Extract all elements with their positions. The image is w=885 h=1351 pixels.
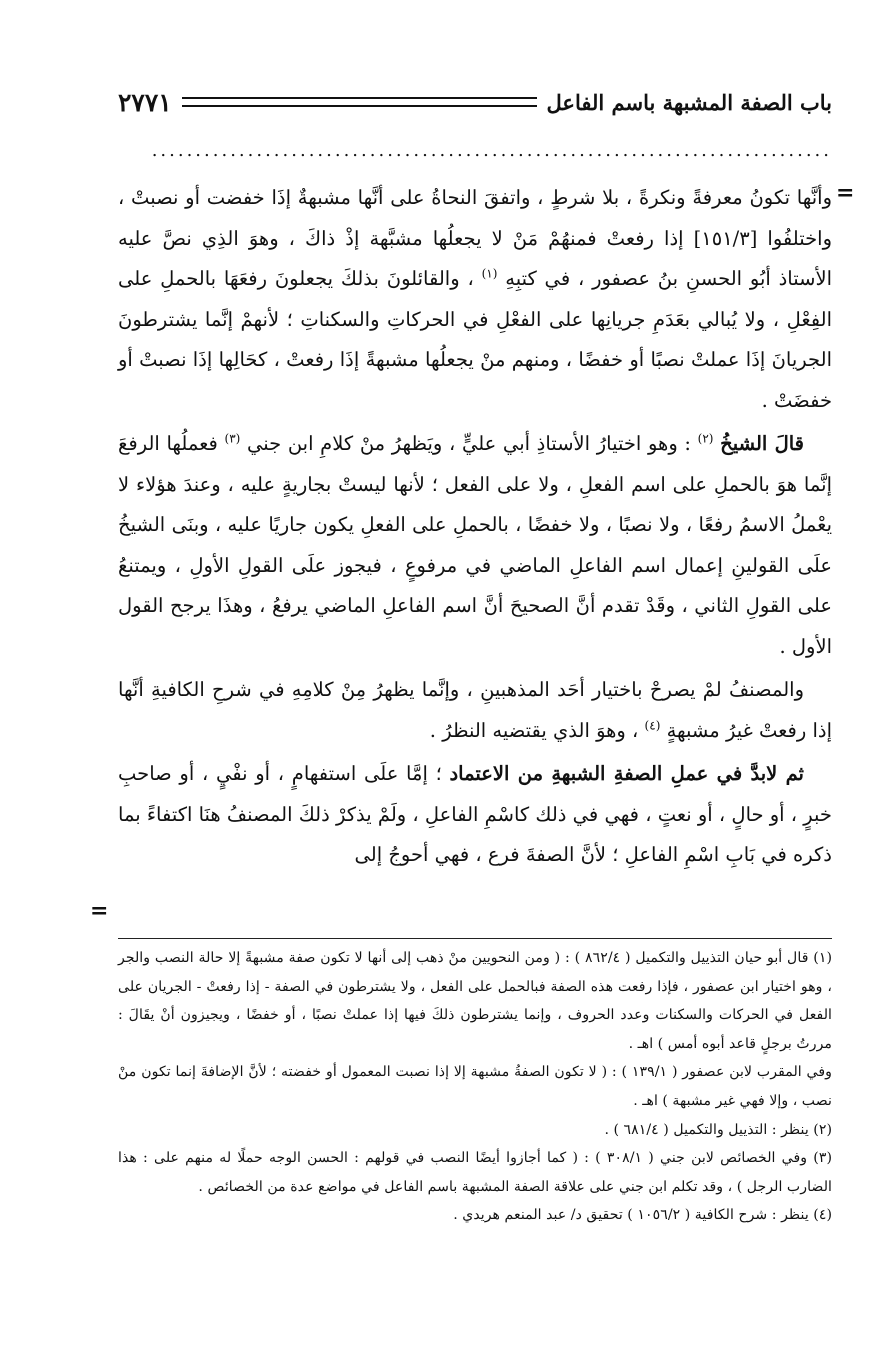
footnote-2: (٢) ينظر : التذييل والتكميل ( ٦٨١/٤ ) . — [604, 1121, 832, 1138]
running-header — [118, 82, 832, 122]
main-text — [118, 178, 832, 876]
footnote-4: (٤) ينظر : شرح الكافية ( ١٠٥٦/٢ ) تحقيق د/ عبد المنعم هريدي . — [453, 1207, 832, 1224]
paragraph-2-text-cont: فعملُها الرفعَ إنَّما هوَ بالحملِ على اسم الفعلِ ، ولا على الفعل ؛ لأنها ليستْ بجاريةٍ عليه ، وعندَ هؤلاء لا يعْملُ الاسمُ رفعًا ، ولا نصبًا ، ولا خفضًا ، بالحملِ على الفعلِ يكون جاريًا عليه ، وبنَى الشيخُ علَى القولينِ إعمال اسم الفاعلِ الماضي في مرفوعٍ ، فيجوز علَى القولِ الأولِ ، ويمتنعُ على القولِ الثاني ، وقَدْ تقدم أنَّ الصحيحَ أنَّ اسم الفاعلِ الماضي يرفعُ ، وهذَا يرجح القول الأول . — [118, 432, 832, 658]
paragraph-4-text: ؛ إمَّا علَى استفهامٍ ، أو نفْيٍ ، أو صاحبِ خبرٍ ، أو حالٍ ، أو نعتٍ ، فهي في ذلك كاسْمِ الفاعلِ ، ولَمْ يذكرْ ذلكَ المصنفُ هنَا اكتفاءً بما ذكره في بَابِ اسْمِ الفاعلِ ؛ لأنَّ الصفةَ فرع ، فهي أحوجُ إلى — [118, 762, 832, 866]
paragraph-1-text: وأنَّها تكونُ معرفةً ونكرةً ، بلا شرطٍ ، واتفقَ النحاةُ على أنَّها مشبهةٌ إذَا خفضت أو نصبتْ ، واختلفُوا [١٥١/٣] إذا رفعتْ فمنهُمْ مَنْ لا يجعلُها مشبَّهة إذْ ذاكَ ، وهوَ الذِي نصَّ عليه الأستاذ أبُو الحسنِ بنُ عصفور ، في كتبِهِ — [118, 186, 833, 290]
paragraph-1-text-cont: ، والقائلونَ بذلكَ يجعلونَ رفعَهَا بالحملِ على الفِعْلِ ، ولا يُبالي بعَدَمِ جريانِها على الفعْلِ في الحركاتِ والسكناتِ ؛ لأنهمْ إنَّما يشترطونَ الجريانَ إذَا عملتْ نصبًا أو خفضًا ، ومنهم منْ يجعلُها مشبهةً إذَا رفعتْ ، كحَالِها إذَا نصبتْ أو خفضَتْ . — [118, 267, 832, 412]
footnote-3: (٣) وفي الخصائص لابن جني ( ٣٠٨/١ ) : ( كما أجازوا أيضًا النصب في قولهم : الحسن الوجه حملًا له منهم على : هذا الضارب الرجل ) ، وقد تكلم ابن جني على علاقة الصفة المشبهة باسم الفاعل في مواضع عدة من الخصائص . — [118, 1150, 832, 1195]
header-double-rule — [182, 97, 537, 107]
footnote-ref-3: (٣) — [224, 431, 241, 446]
paragraph-4 — [118, 754, 832, 876]
continuation-mark-top: = — [836, 180, 855, 206]
paragraph-4-lead: ثم لابدَّ في عملِ الصفةِ الشبهةِ من الاعتماد — [449, 762, 804, 785]
chapter-title: باب الصفة المشبهة باسم الفاعل — [546, 89, 832, 115]
footnote-1-cont: وفي المقرب لابن عصفور ( ١٣٩/١ ) : ( لا تكون الصفةُ مشبهة إلا إذا نصبت المعمول أو خفضته ؛ لأنَّ الإضافةَ إنما تكون منْ نصب ، وإلا فهي غير مشبهة ) اهـ . — [118, 1064, 832, 1109]
paragraph-3-text-cont: ، وهوَ الذي يقتضيه النظرُ . — [429, 718, 639, 742]
paragraph-3 — [118, 670, 832, 751]
footnote-ref-1: (١) — [481, 266, 498, 281]
dotted-divider: .............................................................................. — [151, 143, 832, 159]
continuation-mark-bottom: = — [90, 898, 109, 924]
footnote-1: (١) قال أبو حيان التذييل والتكميل ( ٨٦٢/٤ ) : ( ومن النحويين منْ ذهب إلى أنها لا تكون صفة مشبهةً إلا حالة النصب والجر ، وهو اختيار ابن عصفور ، فإذا رفعت هذه الصفة فبالحمل على الفعل ، ولا يشترطون في الصفة - إذا رفعتْ - الجريان على الفعل في الحركات والسكنات وعدد الحروف ، وإنما يشترطون ذلكَ فيها إذا عملتْ نصبًا ، أو خفضًا ، ويجيزون أنْ يقَالَ : مررتُ برجلٍ قاعد أبوه أمس ) اهـ . — [118, 950, 832, 1052]
paragraph-2-lead: قالَ الشيخُ — [720, 432, 805, 455]
paragraph-2-text: : وهو اختيارُ الأستاذِ أبي عليٍّ ، ويَظهرُ منْ كلامِ ابن جني — [247, 432, 691, 455]
footnotes — [118, 944, 832, 1230]
footnote-ref-2: (٢) — [697, 431, 714, 446]
paragraph-1 — [118, 178, 832, 421]
footnote-ref-4: (٤) — [644, 718, 661, 732]
page-number: ٢٧٧١ — [118, 87, 172, 117]
paragraph-2 — [118, 424, 832, 667]
footnote-separator — [118, 938, 832, 939]
paragraph-3-text: والمصنفُ لمْ يصرحْ باختيار أحَد المذهبينِ ، وإنَّما يظهرُ مِنْ كلامِهِ في شرحِ الكافيةِ أنَّها إذا رفعتْ غيرُ مشبهةٍ — [118, 678, 832, 742]
